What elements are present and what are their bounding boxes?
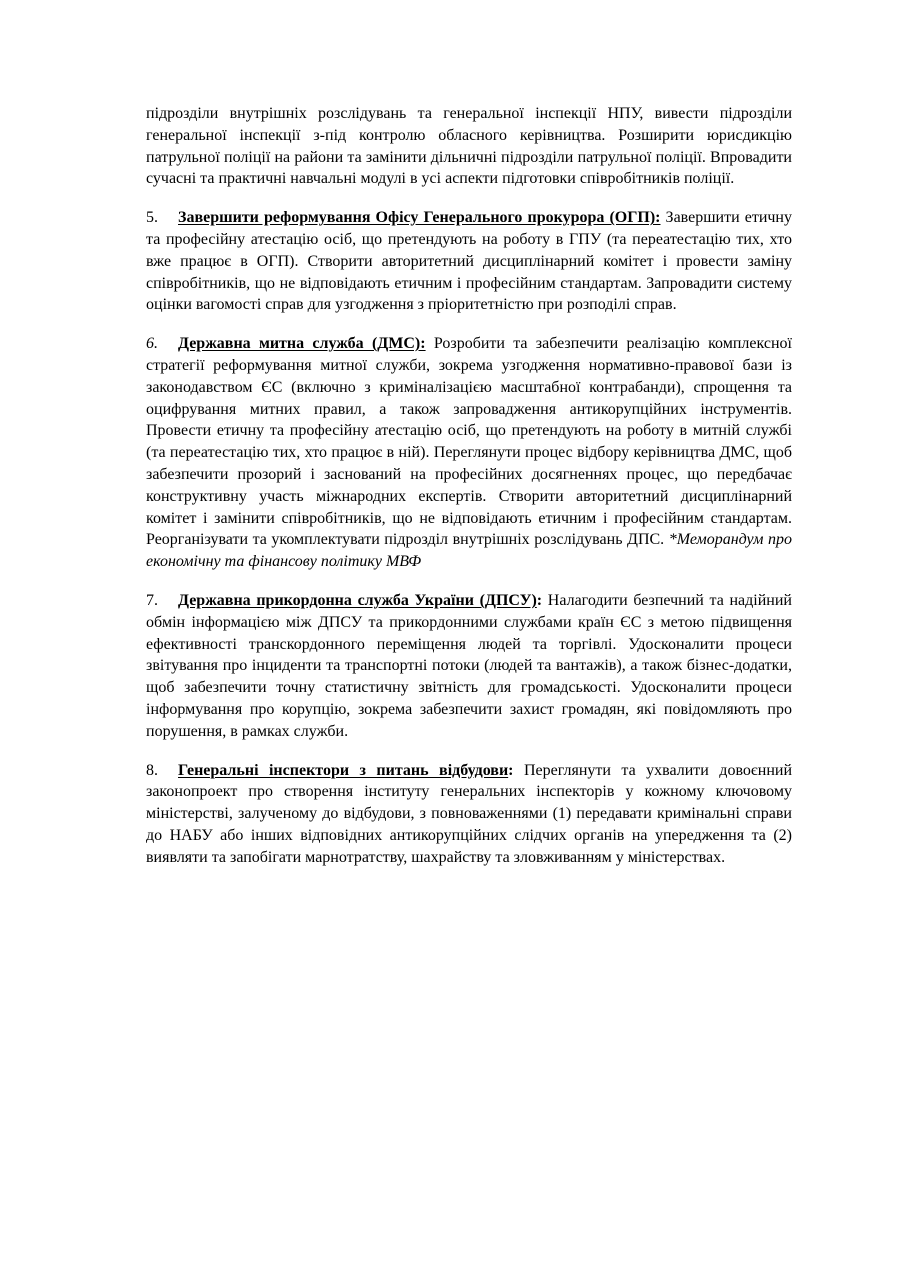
- paragraph-text: Завершити етичну та професійну атестацію осіб, що претендують на роботу в ГПУ (та переатестацію тих, хто вже працює в ОГП). Створити авторитетний дисциплінарний комітет і провести заміну співробітників, що не відповідають етичним і професійним стандартам. Запровадити систему оцінки вагомості справ для узгодження з пріоритетністю при розподілі справ.: [146, 209, 792, 314]
- paragraph-item-7-border-service: [146, 590, 792, 743]
- item-number: 8.: [146, 761, 158, 779]
- item-heading-colon: :: [536, 591, 543, 609]
- paragraph-item-8-inspectors-general: [146, 760, 792, 869]
- item-heading: Державна митна служба (ДМС):: [178, 335, 426, 353]
- imf-memo-note: *Меморандум про економічну та фінансову політику МВФ: [146, 531, 793, 571]
- paragraph-text: Розробити та забезпечити реалізацію комплексної стратегії реформування митної служби, зокрема узгодження нормативно-правової бази із законодавством ЄС (включно з криміналізацією масштабної контрабанди), спрощення та оцифрування митних правил, а також запровадження антикорупційних інструментів. Провести етичну та професійну атестацію осіб, що претендують на роботу в митній службі (та переатестацію тих, хто працює в ній). Переглянути процес відбору керівництва ДМС, щоб забезпечити прозорий і заснований на професійних досягненнях процес, що передбачає конструктивну участь міжнародних експертів. Створити авторитетний дисциплінарний комітет і замінити співробітників, що не відповідають етичним і професійним стандартам. Реорганізувати та укомплектувати підрозділ внутрішніх розслідувань ДПС.: [146, 335, 793, 549]
- document-content: [146, 103, 792, 886]
- item-heading: Державна прикордонна служба України (ДПСУ): [178, 591, 537, 609]
- item-number: 7.: [146, 591, 158, 609]
- paragraph-text: підрозділи внутрішніх розслідувань та генеральної інспекції НПУ, вивести підрозділи генеральної інспекції з-під контролю обласного керівництва. Розширити юрисдикцію патрульної поліції на райони та замінити дільничні підрозділи патрульної поліції. Впровадити сучасні та практичні навчальні модулі в усі аспекти підготовки співробітників поліції.: [146, 105, 792, 188]
- item-number: 6.: [146, 335, 158, 353]
- item-heading: Генеральні інспектори з питань відбудови: [178, 761, 509, 779]
- item-heading: Завершити реформування Офісу Генерального прокурора (ОГП):: [178, 209, 661, 227]
- item-number: 5.: [146, 209, 158, 227]
- item-heading-colon: :: [508, 761, 514, 779]
- paragraph-item-5-prosecutor-office: [146, 207, 792, 316]
- paragraph-text: Налагодити безпечний та надійний обмін інформацією між ДПСУ та прикордонними службами країн ЄС з метою підвищення ефективності транскордонного переміщення людей та торгівлі. Удосконалити процеси звітування про інциденти та транспортні потоки (людей та вантажів), а також бізнес-додатки, щоб забезпечити точну статистичну звітність для громадськості. Удосконалити процеси інформування про корупцію, зокрема забезпечити захист громадян, які повідомляють про порушення, в рамках служби.: [146, 591, 792, 740]
- paragraph-police-reform-continuation: [146, 103, 792, 190]
- paragraph-item-6-customs-service: [146, 333, 792, 573]
- paragraph-text: Переглянути та ухвалити довоєнний законопроект про створення інституту генеральних інспекторів у кожному ключовому міністерстві, залученому до відбудови, з повноваженнями (1) передавати кримінальні справи до НАБУ або інших відповідних антикорупційних слідчих органів на упередження та (2) виявляти та запобігати марнотратству, шахрайству та зловживанням у міністерствах.: [146, 761, 792, 866]
